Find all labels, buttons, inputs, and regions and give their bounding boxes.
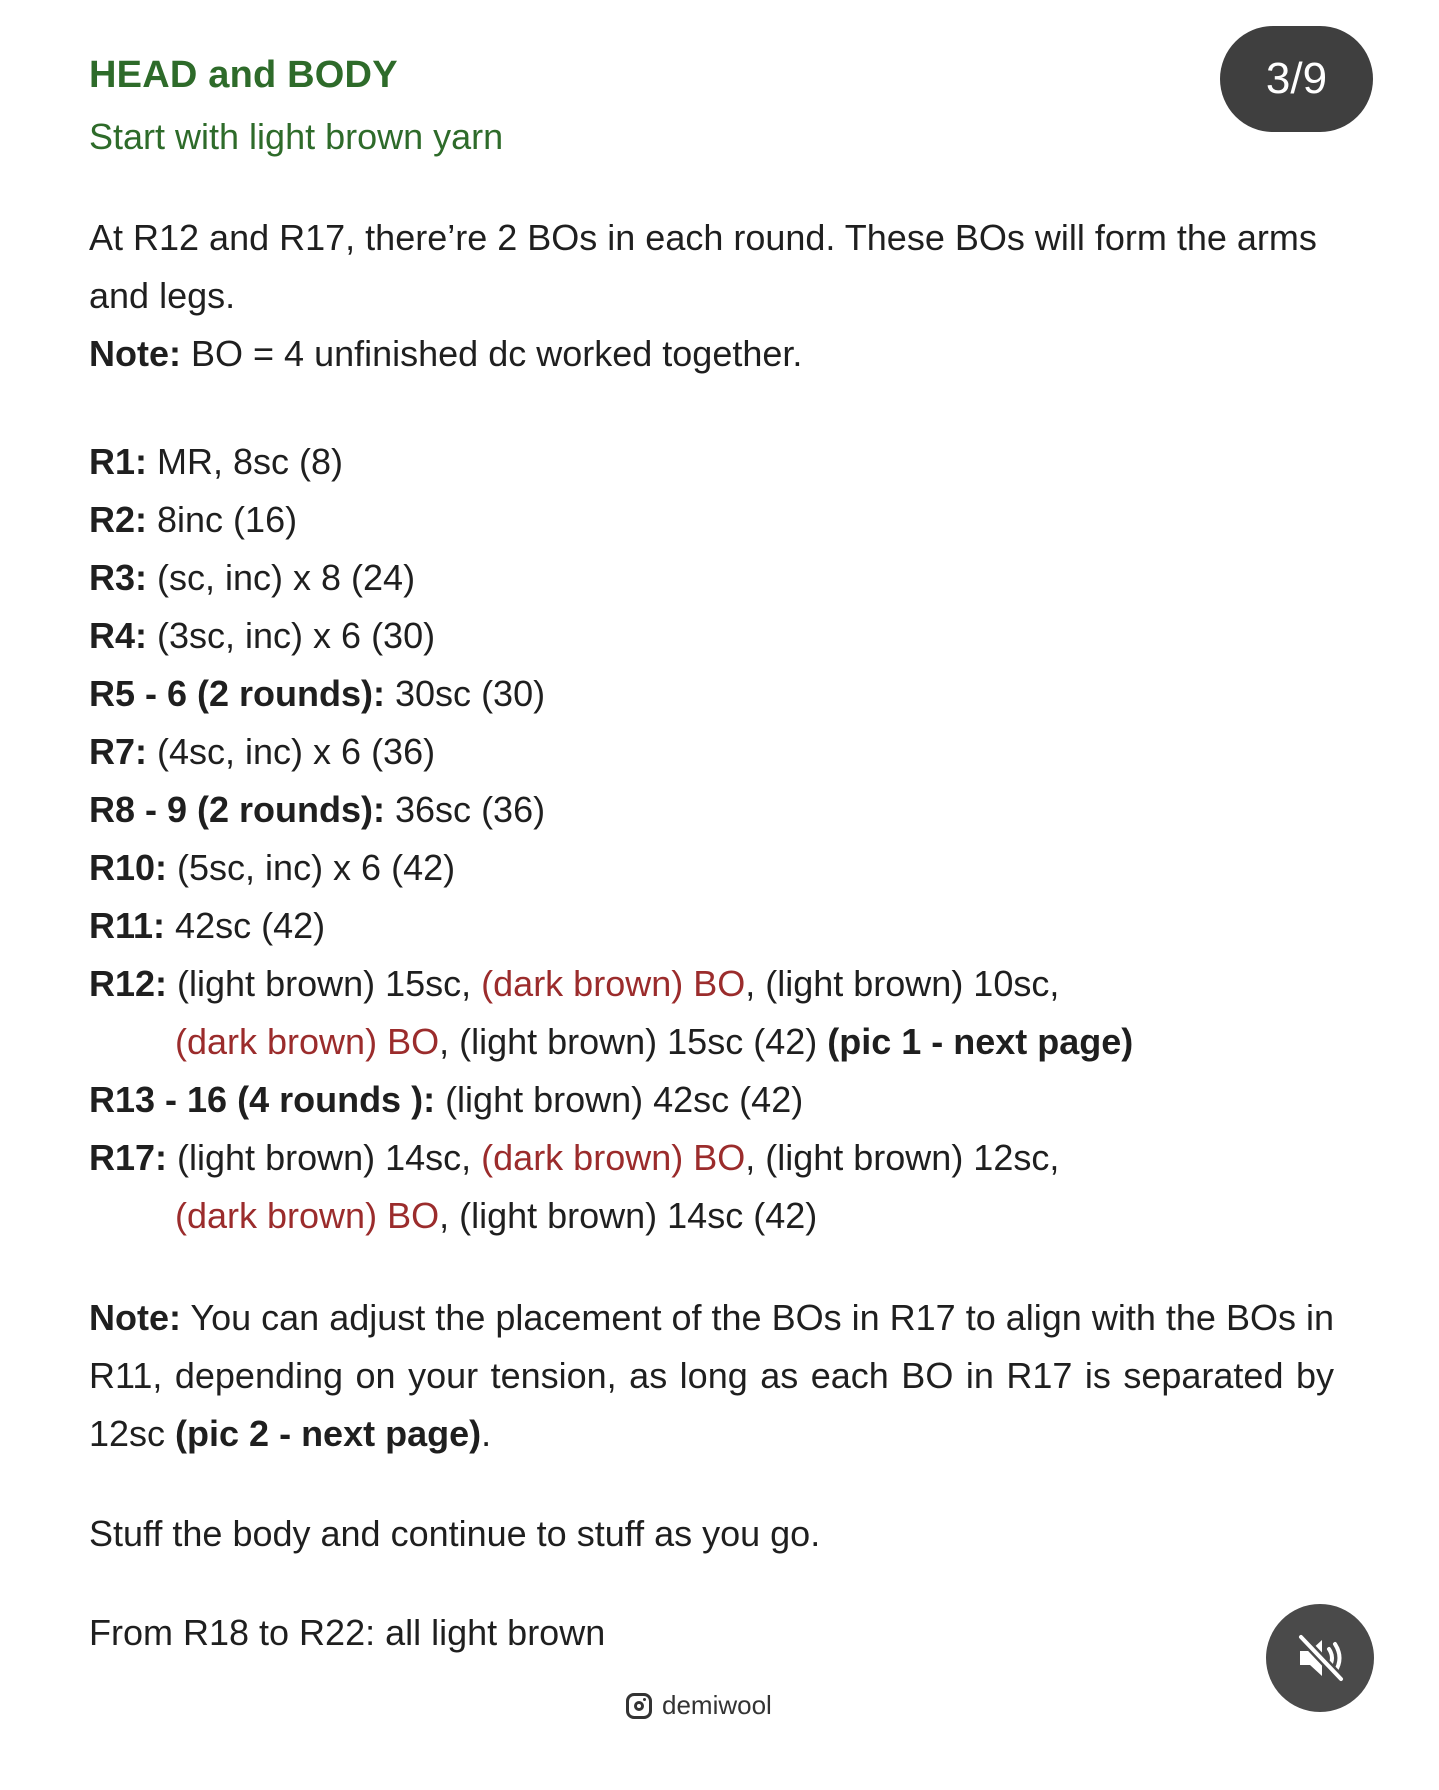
round-label: R3: [89, 557, 148, 598]
round-label: R5 - 6 (2 rounds): [89, 673, 386, 714]
round-instructions: (light brown) 14sc, [167, 1137, 482, 1178]
note-text: You can adjust the placement of the BOs in R17 to align with the BOs in R11, depending on your tension, as long as each BO in R17 is separated by 12sc [89, 1297, 1334, 1454]
section-subtitle: Start with light brown yarn [89, 116, 504, 157]
round-r12-continued [89, 1013, 1369, 1071]
round-instructions: 42sc (42) [165, 905, 326, 946]
round-label: R2: [89, 499, 148, 540]
round-label: R11: [89, 905, 166, 946]
round-label: R1: [89, 441, 148, 482]
section-title: HEAD and BODY [89, 54, 398, 96]
rounds-list [89, 433, 1369, 1245]
round-label: R7: [89, 731, 148, 772]
intro-paragraph: At R12 and R17, there’re 2 BOs in each round. These BOs will form the arms and legs. [89, 217, 1317, 316]
round-instructions: 36sc (36) [385, 789, 546, 830]
round-label: R13 - 16 (4 rounds ): [89, 1079, 436, 1120]
round-r8-9 [89, 781, 1369, 839]
round-instructions: 8inc (16) [147, 499, 298, 540]
round-instructions: , (light brown) 12sc, [745, 1137, 1060, 1178]
round-r4 [89, 607, 1369, 665]
round-label: R10: [89, 847, 168, 888]
round-r3 [89, 549, 1369, 607]
bo-note [89, 325, 1334, 383]
round-instructions: 30sc (30) [385, 673, 546, 714]
instagram-icon [626, 1693, 652, 1719]
stuffing-instruction: Stuff the body and continue to stuff as you go. [89, 1513, 821, 1554]
dark-brown-bo: (dark brown) BO [481, 963, 746, 1004]
round-label: R4: [89, 615, 148, 656]
instagram-watermark [626, 1690, 772, 1721]
dark-brown-bo: (dark brown) BO [175, 1195, 440, 1236]
round-instructions: MR, 8sc (8) [147, 441, 344, 482]
round-instructions: (3sc, inc) x 6 (30) [147, 615, 436, 656]
round-label: R17: [89, 1137, 168, 1178]
note-period: . [481, 1413, 492, 1454]
note-label: Note: [89, 1297, 181, 1338]
picture-reference: (pic 2 - next page) [175, 1413, 482, 1454]
watermark-handle: demiwool [662, 1690, 772, 1720]
placement-note [89, 1289, 1334, 1463]
round-instructions: (light brown) 42sc (42) [435, 1079, 804, 1120]
round-instructions: (5sc, inc) x 6 (42) [167, 847, 456, 888]
round-r7 [89, 723, 1369, 781]
speaker-muted-icon [1292, 1630, 1348, 1686]
round-instructions: (4sc, inc) x 6 (36) [147, 731, 436, 772]
dark-brown-bo: (dark brown) BO [175, 1021, 440, 1062]
mute-button[interactable] [1266, 1604, 1374, 1712]
page-indicator-badge: 3/9 [1220, 26, 1373, 132]
round-r10 [89, 839, 1369, 897]
round-label: R8 - 9 (2 rounds): [89, 789, 386, 830]
dark-brown-bo: (dark brown) BO [481, 1137, 746, 1178]
round-r1 [89, 433, 1369, 491]
note-text: BO = 4 unfinished dc worked together. [181, 333, 803, 374]
rounds-18-22-instruction: From R18 to R22: all light brown [89, 1612, 606, 1653]
picture-reference: (pic 1 - next page) [827, 1021, 1134, 1062]
round-r2 [89, 491, 1369, 549]
round-instructions: (sc, inc) x 8 (24) [147, 557, 416, 598]
round-r12 [89, 955, 1369, 1013]
round-r17-continued [89, 1187, 1369, 1245]
round-r17 [89, 1129, 1369, 1187]
round-label: R12: [89, 963, 168, 1004]
round-instructions: , (light brown) 14sc (42) [439, 1195, 818, 1236]
round-r11 [89, 897, 1369, 955]
round-instructions: , (light brown) 15sc (42) [439, 1021, 828, 1062]
note-label: Note: [89, 333, 181, 374]
round-instructions: (light brown) 15sc, [167, 963, 482, 1004]
round-r5-6 [89, 665, 1369, 723]
round-instructions: , (light brown) 10sc, [745, 963, 1060, 1004]
round-r13-16 [89, 1071, 1369, 1129]
